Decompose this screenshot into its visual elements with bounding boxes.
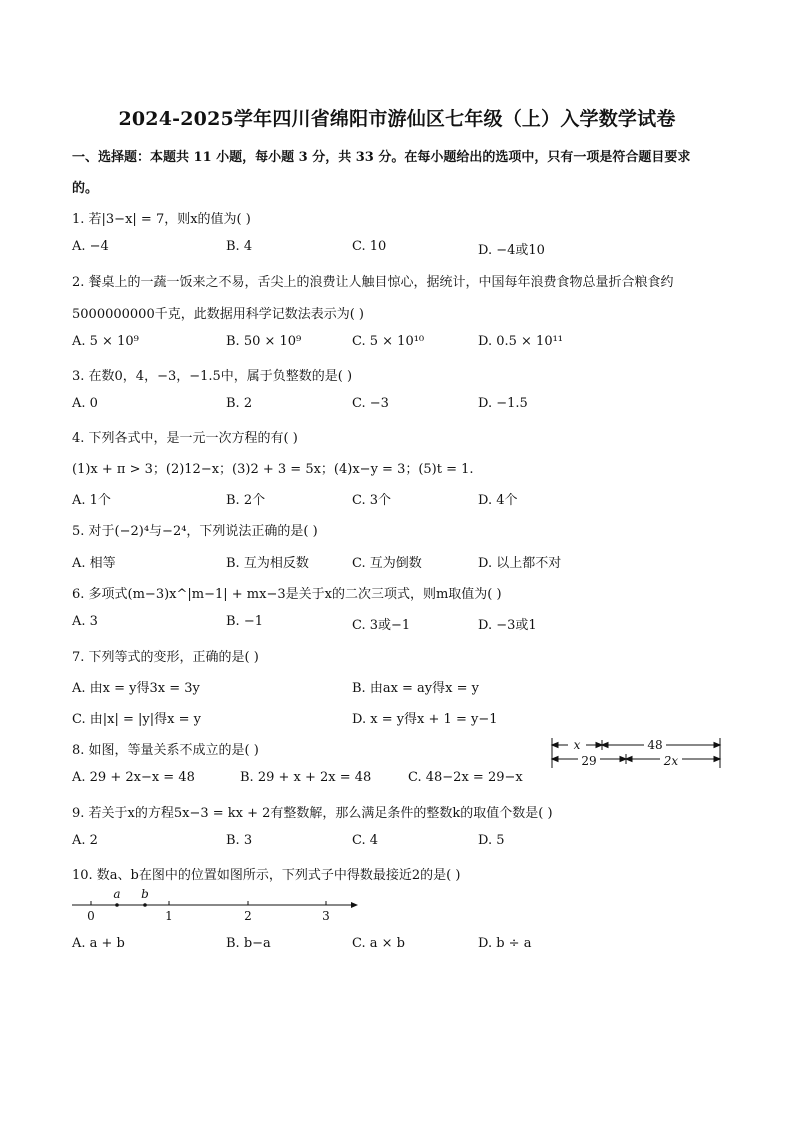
q2-option-b: B. 50 × 10⁹	[226, 334, 302, 349]
q5-option-c: C. 互为倒数	[352, 556, 422, 571]
number-line	[68, 884, 364, 924]
q3-option-a: A. 0	[72, 396, 98, 411]
diagram-label-29: 29	[581, 754, 597, 768]
diagram-label-48: 48	[647, 738, 663, 752]
q4-option-d: D. 4个	[478, 493, 518, 508]
q2-option-a: A. 5 × 10⁹	[72, 334, 139, 349]
q8-option-b: B. 29 + x + 2x = 48	[240, 770, 372, 785]
q1-option-d: D. −4或10	[478, 243, 545, 258]
question-7-stem: 7. 下列等式的变形，正确的是( )	[72, 650, 259, 665]
exam-title: 2024-2025学年四川省绵阳市游仙区七年级（上）入学数学试卷	[118, 108, 676, 130]
q4-option-a: A. 1个	[72, 493, 111, 508]
question-10-stem: 10. 数a、b在图中的位置如图所示，下列式子中得数最接近2的是( )	[72, 868, 461, 883]
q10-option-c: C. a × b	[352, 936, 405, 951]
q9-option-d: D. 5	[478, 833, 505, 848]
q8-option-c: C. 48−2x = 29−x	[408, 770, 523, 785]
question-3-stem: 3. 在数0，4，−3，−1.5中，属于负整数的是( )	[72, 369, 353, 384]
q6-option-c: C. 3或−1	[352, 618, 411, 633]
point-label-b: b	[141, 887, 149, 901]
question-4-stem: 4. 下列各式中，是一元一次方程的有( )	[72, 431, 298, 446]
q5-option-d: D. 以上都不对	[478, 556, 562, 571]
section-header-line2: 的。	[72, 181, 99, 196]
q5-option-a: A. 相等	[72, 556, 116, 571]
q8-option-a: A. 29 + 2x−x = 48	[72, 770, 195, 785]
q1-option-a: A. −4	[72, 239, 109, 254]
tick-label-1: 1	[165, 909, 173, 923]
segment-diagram	[548, 736, 724, 770]
q7-option-d: D. x = y得x + 1 = y−1	[352, 712, 498, 727]
q3-option-b: B. 2	[226, 396, 253, 411]
diagram-label-x: x	[573, 738, 581, 752]
diagram-label-2x: 2x	[663, 754, 679, 768]
q7-option-b: B. 由ax = ay得x = y	[352, 681, 479, 696]
question-1-stem: 1. 若|3−x| = 7，则x的值为( )	[72, 212, 251, 227]
q2-option-d: D. 0.5 × 10¹¹	[478, 334, 564, 349]
q9-option-b: B. 3	[226, 833, 253, 848]
point-label-a: a	[113, 887, 121, 901]
q6-option-b: B. −1	[226, 614, 263, 629]
question-9-stem: 9. 若关于x的方程5x−3 = kx + 2有整数解，那么满足条件的整数k的取值个数是( )	[72, 806, 553, 821]
q6-option-d: D. −3或1	[478, 618, 537, 633]
question-6-stem: 6. 多项式(m−3)x^|m−1| + mx−3是关于x的二次三项式，则m取值为( )	[72, 587, 502, 602]
q9-option-a: A. 2	[72, 833, 98, 848]
question-4-stem-line2: (1)x + π > 3；(2)12−x；(3)2 + 3 = 5x；(4)x−y = 3；(5)t = 1.	[72, 462, 474, 477]
tick-label-3: 3	[322, 909, 330, 923]
q7-option-a: A. 由x = y得3x = 3y	[72, 681, 200, 696]
tick-label-2: 2	[244, 909, 252, 923]
q10-option-b: B. b−a	[226, 936, 271, 951]
question-8-stem: 8. 如图，等量关系不成立的是( )	[72, 743, 259, 758]
q1-option-b: B. 4	[226, 239, 253, 254]
section-header-line1: 一、选择题：本题共 11 小题，每小题 3 分，共 33 分。在每小题给出的选项中，只有一项是符合题目要求	[72, 150, 691, 165]
q5-option-b: B. 互为相反数	[226, 556, 309, 571]
question-2-stem: 2. 餐桌上的一蔬一饭来之不易，舌尖上的浪费让人触目惊心，据统计，中国每年浪费食物总量折合粮食约	[72, 275, 674, 290]
q4-option-b: B. 2个	[226, 493, 266, 508]
q10-option-d: D. b ÷ a	[478, 936, 532, 951]
q7-option-c: C. 由|x| = |y|得x = y	[72, 712, 201, 727]
q3-option-d: D. −1.5	[478, 396, 528, 411]
question-5-stem: 5. 对于(−2)⁴与−2⁴，下列说法正确的是( )	[72, 524, 318, 539]
tick-label-0: 0	[87, 909, 95, 923]
q3-option-c: C. −3	[352, 396, 389, 411]
q6-option-a: A. 3	[72, 614, 98, 629]
q9-option-c: C. 4	[352, 833, 379, 848]
q2-option-c: C. 5 × 10¹⁰	[352, 334, 425, 349]
question-2-stem-line2: 5000000000千克，此数据用科学记数法表示为( )	[72, 307, 364, 322]
q1-option-c: C. 10	[352, 239, 387, 254]
q4-option-c: C. 3个	[352, 493, 392, 508]
q10-option-a: A. a + b	[72, 936, 125, 951]
